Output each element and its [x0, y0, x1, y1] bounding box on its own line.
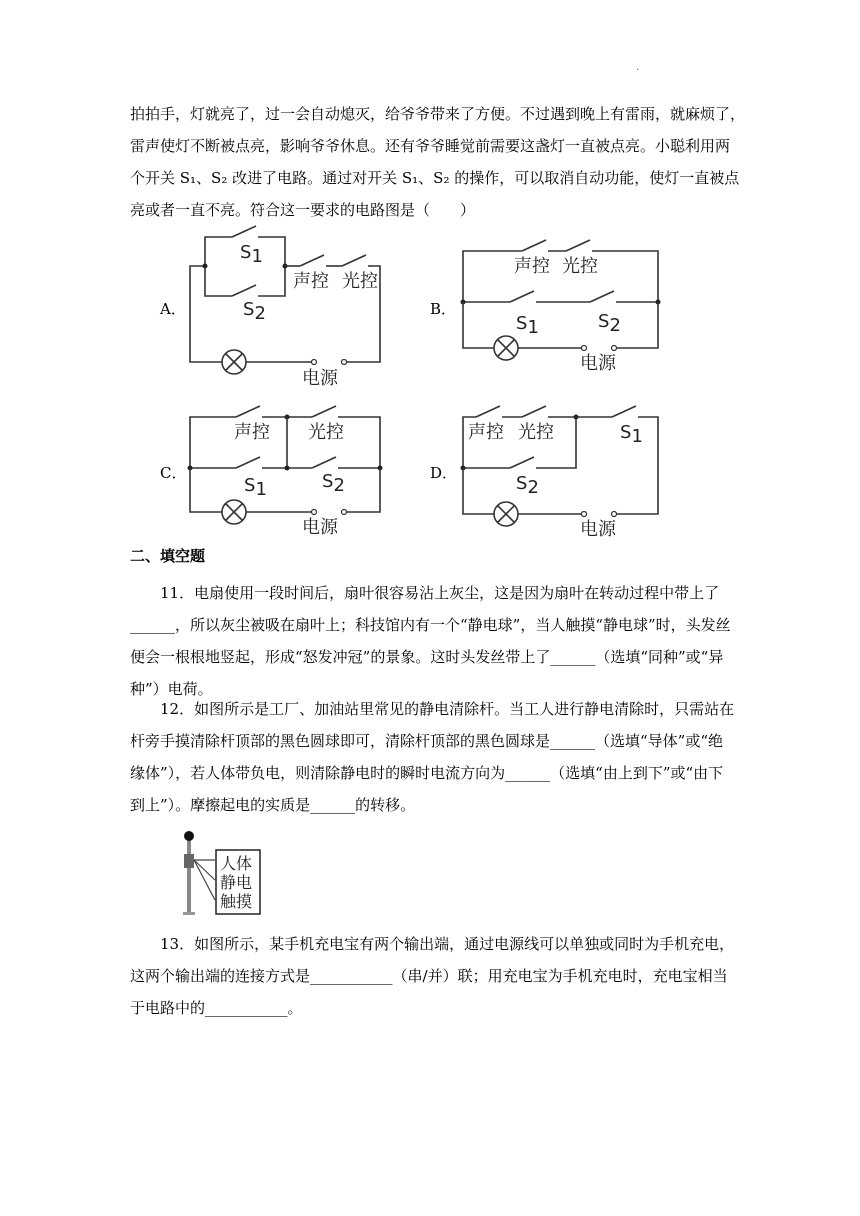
text-line: 12．如图所示是工厂、加油站里常见的静电清除杆。当工人进行静电清除时，只需站在: [160, 700, 735, 718]
option-c-label[interactable]: C．: [160, 464, 187, 482]
switch-label-s1: S1: [240, 242, 263, 267]
answer-blank[interactable]: ______: [505, 764, 551, 782]
power-label: 电源: [580, 353, 616, 374]
switch-label-s2: S2: [322, 471, 345, 496]
sound-switch-label: 声控: [468, 422, 504, 443]
answer-blank[interactable]: ______: [130, 616, 175, 634]
sign-line: 触摸: [220, 892, 253, 911]
section-heading: 二、填空题: [130, 547, 206, 565]
sign-line: 静电: [220, 873, 253, 892]
text-line: 于电路中的___________。: [130, 999, 303, 1017]
switch-label-s1: S1: [620, 422, 643, 447]
page-dot: .: [636, 62, 640, 73]
text-line: 便会一根根地竖起，形成“怒发冲冠”的景象。这时头发丝带上了______（选填“同种”或“异: [130, 648, 724, 666]
switch-label-s1: S1: [516, 313, 539, 338]
sign-line: 人体: [220, 854, 253, 873]
text-line: 杆旁手摸清除杆顶部的黑色圆球即可，清除杆顶部的黑色圆球是______（选填“导体”或“绝: [130, 732, 724, 750]
power-label: 电源: [302, 517, 338, 538]
light-switch-label: 光控: [518, 422, 554, 443]
switch-label-s1: S1: [244, 475, 267, 500]
answer-blank[interactable]: ______: [550, 648, 596, 666]
light-switch-label: 光控: [562, 256, 598, 277]
text-line: 11．电扇使用一段时间后，扇叶很容易沾上灰尘，这是因为扇叶在转动过程中带上了: [160, 584, 720, 602]
sound-switch-label: 声控: [293, 271, 329, 292]
text-line: 缘体”），若人体带负电，则清除静电时的瞬时电流方向为______（选填“由上到下”或“由下: [130, 764, 724, 782]
text-line: 个开关 S₁、S₂ 改进了电路。通过对开关 S₁、S₂ 的操作，可以取消自动功能，使灯一直被点: [130, 169, 740, 187]
power-label: 电源: [580, 519, 616, 540]
text-line: 这两个输出端的连接方式是___________（串/并）联；用充电宝为手机充电时，充电宝相当: [130, 967, 728, 985]
option-a-label[interactable]: A．: [160, 300, 186, 318]
light-switch-label: 光控: [342, 271, 378, 292]
text-line: 到上”）。摩擦起电的实质是______的转移。: [130, 796, 416, 814]
text-line: 雷声使灯不断被点亮，影响爷爷休息。还有爷爷睡觉前需要这盏灯一直被点亮。小聪利用两: [130, 137, 731, 155]
power-label: 电源: [302, 368, 338, 389]
answer-blank[interactable]: ______: [550, 732, 596, 750]
option-d-label[interactable]: D．: [430, 464, 458, 482]
text-line: 拍拍手，灯就亮了，过一会自动熄灭，给爷爷带来了方便。不过遇到晚上有雷雨，就麻烦了，: [130, 105, 746, 123]
sound-switch-label: 声控: [514, 256, 550, 277]
sound-switch-label: 声控: [234, 422, 270, 443]
text-line: ______，所以灰尘被吸在扇叶上；科技馆内有一个“静电球”，当人触摸“静电球”时，头发丝: [130, 616, 731, 634]
answer-blank[interactable]: ___________: [310, 967, 393, 985]
question-13-text: [130, 928, 735, 1024]
switch-label-s2: S2: [598, 311, 621, 336]
light-switch-label: 光控: [308, 422, 344, 443]
switch-label-s2: S2: [243, 299, 266, 324]
text-line: 13．如图所示，某手机充电宝有两个输出端，通过电源线可以单独或同时为手机充电，: [160, 935, 735, 953]
option-b-label[interactable]: B．: [430, 300, 457, 318]
answer-blank[interactable]: ___________: [205, 999, 288, 1017]
text-line: 种”）电荷。: [130, 680, 213, 698]
switch-label-s2: S2: [516, 473, 539, 498]
answer-blank[interactable]: ______: [310, 796, 356, 814]
text-line: 亮或者一直不亮。符合这一要求的电路图是（ ）: [130, 201, 476, 219]
